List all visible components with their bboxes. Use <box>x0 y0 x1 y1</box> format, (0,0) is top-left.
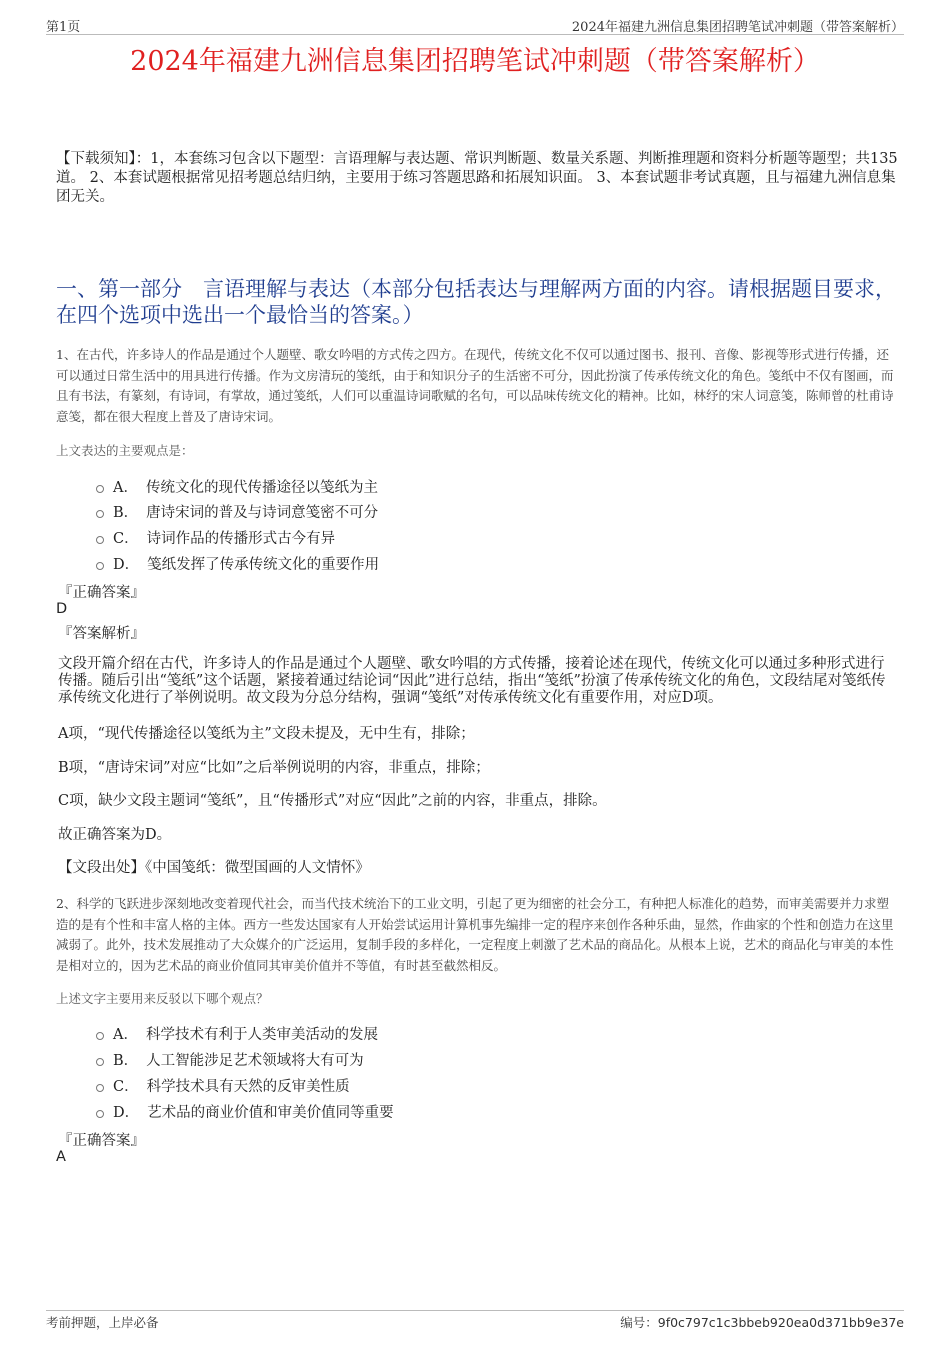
question-1-prompt: 上文表达的主要观点是： <box>56 443 194 458</box>
option-text: 笺纸发挥了传承传统文化的重要作用 <box>147 556 380 573</box>
option-letter: C． <box>113 530 139 547</box>
question-2-answer: A <box>56 1149 66 1165</box>
option-letter: C． <box>113 1078 139 1095</box>
analysis-source: 【文段出处】《中国笺纸：微型国画的人文情怀》 <box>58 860 370 876</box>
question-1-option-a[interactable] <box>96 476 378 496</box>
header-doc-title: 2024年福建九洲信息集团招聘笔试冲刺题（带答案解析） <box>571 20 904 35</box>
radio-icon[interactable] <box>96 536 104 544</box>
footer-slogan: 考前押题，上岸必备 <box>46 1315 159 1330</box>
option-text: 唐诗宋词的普及与诗词意笺密不可分 <box>146 504 379 521</box>
question-1-analysis-label: 『答案解析』 <box>58 626 145 642</box>
page-number: 第1页 <box>46 20 81 35</box>
analysis-paragraph: B项，“唐诗宋词”对应“比如”之后举例说明的内容，非重点，排除； <box>58 760 490 776</box>
question-2-answer-label: 『正确答案』 <box>58 1133 145 1149</box>
section-heading: 一、第一部分 言语理解与表达（本部分包括表达与理解两方面的内容。请根据题目要求，在四个选项中选出一个最恰当的答案。） <box>56 277 896 327</box>
radio-icon[interactable] <box>96 485 104 493</box>
download-notice: 【下载须知】：1，本套练习包含以下题型：言语理解与表达题、常识判断题、数量关系题、判断推理题和资料分析题等题型；共135道。 2、本套试题根据常见招考题总结归纳，主要用于练习答题思路和拓展知识面。 3、本套试题非考试真题，且与福建九洲信息集团无关。 <box>56 151 898 205</box>
option-letter: B． <box>113 504 139 521</box>
footer-id-label: 编号： <box>620 1315 658 1330</box>
analysis-conclusion: 故正确答案为D。 <box>58 827 172 843</box>
footer-divider <box>46 1310 904 1311</box>
option-text: 科学技术有利于人类审美活动的发展 <box>145 1026 378 1043</box>
question-1-option-d[interactable] <box>96 553 379 573</box>
radio-icon[interactable] <box>96 1110 104 1118</box>
question-2-prompt: 上述文字主要用来反驳以下哪个观点？ <box>56 991 269 1006</box>
option-text: 艺术品的商业价值和审美价值同等重要 <box>147 1104 394 1121</box>
footer-id-value: 9f0c797c1c3bbeb920ea0d371bb9e37e <box>657 1315 904 1330</box>
option-text: 科学技术具有天然的反审美性质 <box>146 1078 350 1095</box>
option-text: 传统文化的现代传播途径以笺纸为主 <box>145 479 378 496</box>
question-1-option-c[interactable] <box>96 527 335 547</box>
question-2-option-c[interactable] <box>96 1075 350 1095</box>
question-2-option-b[interactable] <box>96 1049 364 1069</box>
option-text: 人工智能涉足艺术领域将大有可为 <box>146 1052 364 1069</box>
option-letter: B． <box>113 1052 139 1069</box>
radio-icon[interactable] <box>96 510 104 518</box>
header-divider <box>46 34 904 35</box>
analysis-paragraph: C项，缺少文段主题词“笺纸”，且“传播形式”对应“因此”之前的内容，非重点，排除。 <box>58 793 607 809</box>
question-2-option-d[interactable] <box>96 1101 394 1121</box>
question-1-answer-label: 『正确答案』 <box>58 585 145 601</box>
radio-icon[interactable] <box>96 1032 104 1040</box>
footer-document-id <box>620 1313 904 1331</box>
question-1-answer: D <box>56 601 68 617</box>
document-title: 2024年福建九洲信息集团招聘笔试冲刺题（带答案解析） <box>130 46 820 77</box>
radio-icon[interactable] <box>96 1084 104 1092</box>
option-letter: A． <box>113 479 138 496</box>
question-1-text: 1、在古代，许多诗人的作品是通过个人题壁、歌女吟唱的方式传之四方。在现代，传统文化不仅可以通过图书、报刊、音像、影视等形式进行传播，还可以通过日常生活中的用具进行传播。作为文房清玩的笺纸，由于和知识分子的生活密不可分，因此扮演了传承传统文化的角色。笺纸中不仅有图画，而且有书法，有篆刻，有诗词，有掌故，通过笺纸，人们可以重温诗词歌赋的名句，可以品味传统文化的精神。比如，林纾的宋人词意笺，陈师曾的杜甫诗意笺，都在很大程度上普及了唐诗宋词。 <box>56 347 894 424</box>
option-letter: A． <box>113 1026 138 1043</box>
radio-icon[interactable] <box>96 1058 104 1066</box>
question-2-text: 2、科学的飞跃进步深刻地改变着现代社会，而当代技术统治下的工业文明，引起了更为细密的社会分工，有种把人标准化的趋势，而审美需要并力求塑造的是有个性和丰富人格的主体。西方一些发达国家有人开始尝试运用计算机事先编排一定的程序来创作各种乐曲，显然，作曲家的个性和创造力在这里减弱了。此外，技术发展推动了大众媒介的广泛运用，复制手段的多样化，一定程度上刺激了艺术品的商品化。从根本上说，艺术的商品化与审美的本性是相对立的，因为艺术品的商业价值同其审美价值并不等值，有时甚至截然相反。 <box>56 896 894 973</box>
option-letter: D． <box>113 556 140 573</box>
question-2-option-a[interactable] <box>96 1023 378 1043</box>
radio-icon[interactable] <box>96 562 104 570</box>
question-1-option-b[interactable] <box>96 501 378 521</box>
analysis-paragraph: 文段开篇介绍在古代，许多诗人的作品是通过个人题壁、歌女吟唱的方式传播，接着论述在现代，传统文化可以通过多种形式进行传播。随后引出“笺纸”这个话题，紧接着通过结论词“因此”进行总结，指出“笺纸”扮演了传承传统文化的角色，文段结尾对笺纸传承传统文化进行了举例说明。故文段为分总分结构，强调“笺纸”对传承传统文化有重要作用，对应D项。 <box>58 656 886 706</box>
analysis-paragraph: A项，“现代传播途径以笺纸为主”文段未提及，无中生有，排除； <box>58 726 475 742</box>
option-letter: D． <box>113 1104 140 1121</box>
option-text: 诗词作品的传播形式古今有异 <box>146 530 336 547</box>
